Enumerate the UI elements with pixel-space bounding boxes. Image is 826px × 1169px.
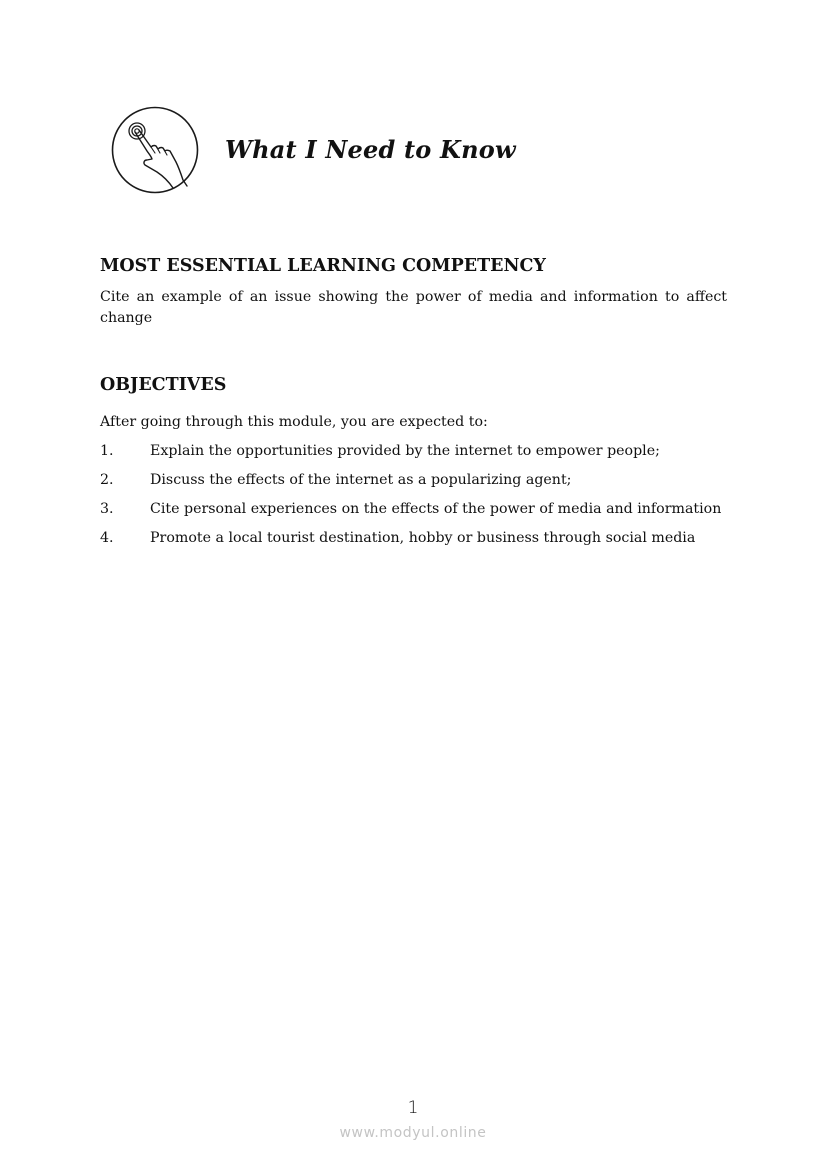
list-item-number: 3.	[100, 501, 114, 517]
competency-text: Cite an example of an issue showing the power of media and information to affect change	[100, 289, 727, 326]
watermark: www.modyul.online	[339, 1125, 487, 1141]
list-item-number: 2.	[100, 472, 114, 488]
objectives-heading: OBJECTIVES	[100, 375, 227, 395]
list-item-number: 4.	[100, 530, 114, 546]
objectives-intro: After going through this module, you are expected to:	[100, 414, 488, 430]
list-item-text: Discuss the effects of the internet as a popularizing agent;	[150, 472, 572, 488]
list-item-text: Promote a local tourist destination, hobby or business through social media	[150, 530, 696, 546]
page-number: 1	[407, 1098, 419, 1118]
section-title: What I Need to Know	[225, 135, 516, 164]
competency-heading: MOST ESSENTIAL LEARNING COMPETENCY	[100, 256, 546, 276]
touch-hand-icon	[111, 106, 199, 194]
list-item-text: Explain the opportunities provided by the internet to empower people;	[150, 443, 660, 459]
list-item-number: 1.	[100, 443, 114, 459]
list-item-text: Cite personal experiences on the effects of the power of media and information	[150, 501, 722, 517]
